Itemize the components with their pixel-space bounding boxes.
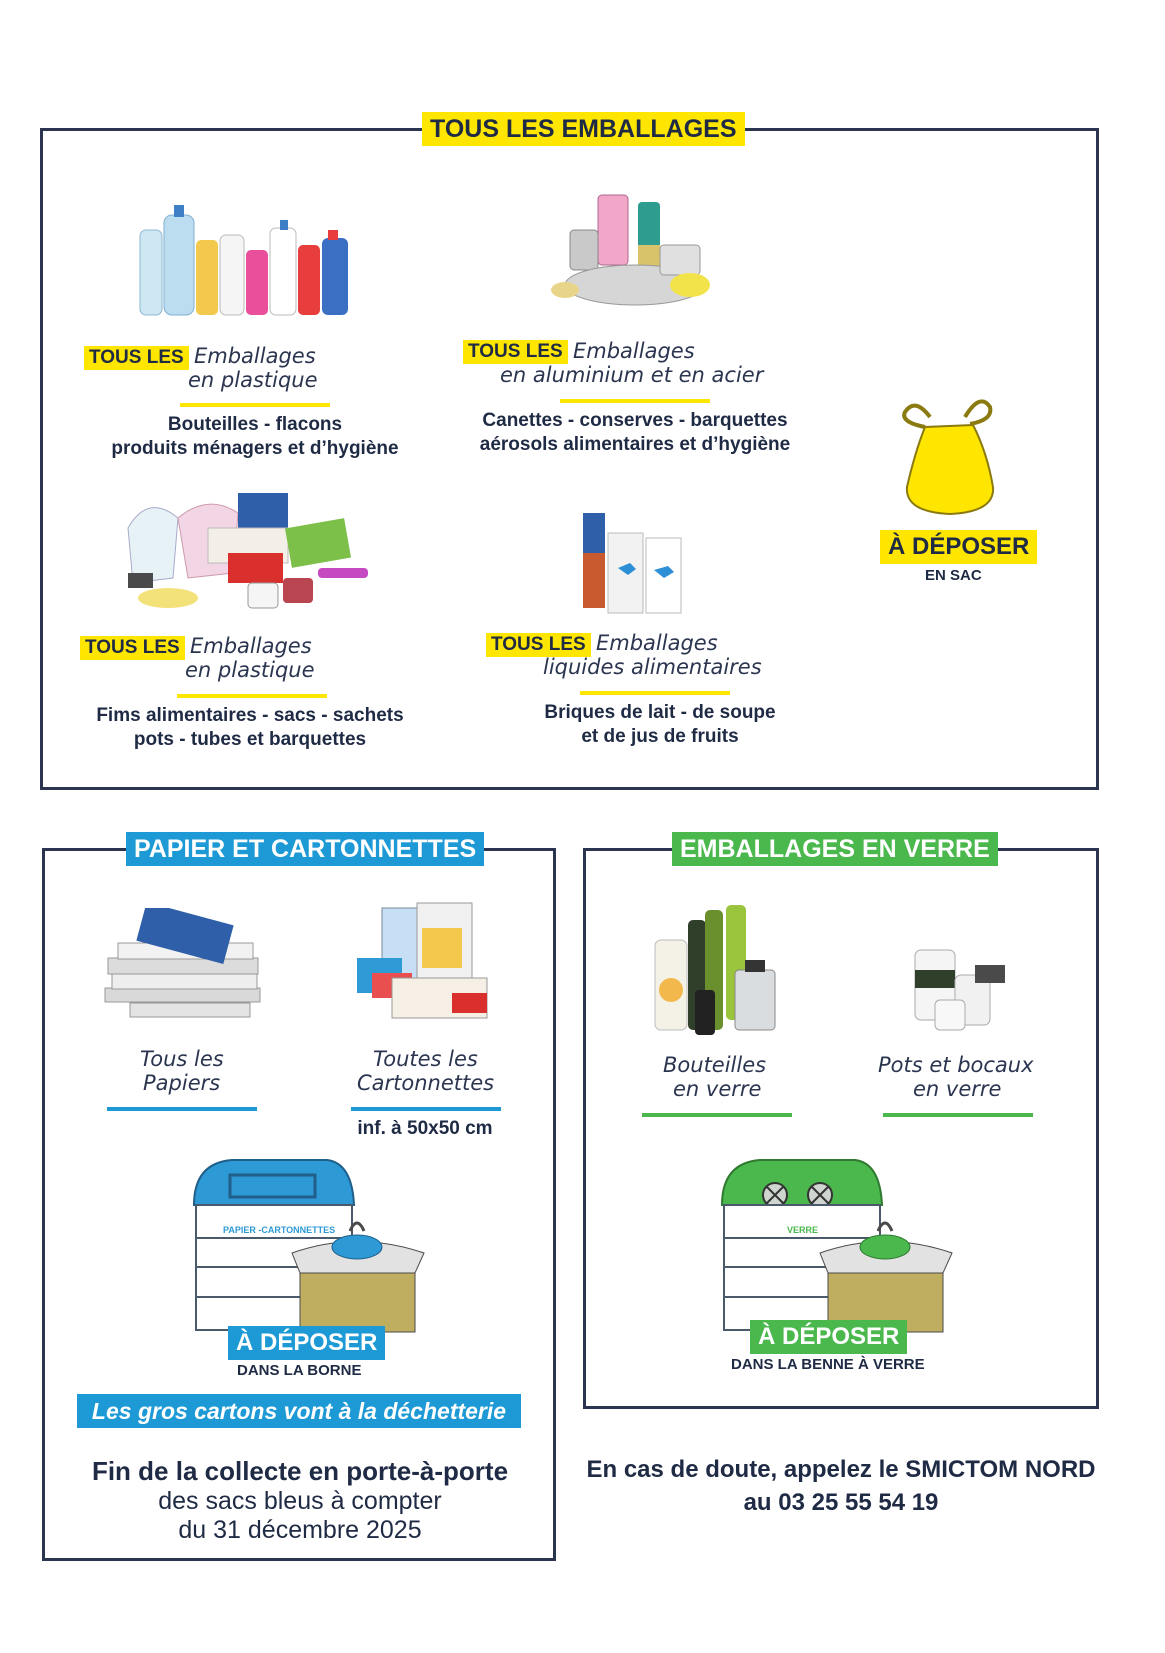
rule-liquides bbox=[580, 691, 730, 695]
label-pots-line2: en verre bbox=[913, 1077, 1002, 1101]
green-bin-icon bbox=[720, 1155, 960, 1335]
desc-plastique-1-line1: Bouteilles - flacons bbox=[167, 414, 343, 435]
desc-plastique-1-line2: produits ménagers et d’hygiène bbox=[111, 438, 399, 459]
rule-metal bbox=[560, 399, 710, 403]
label-plastique-2-line2: en plastique bbox=[185, 658, 315, 682]
drink-cartons-icon bbox=[578, 508, 688, 618]
cardboard-boxes-icon bbox=[352, 898, 497, 1028]
label-papiers-line2: Papiers bbox=[143, 1071, 221, 1095]
depose-verre-badge: À DÉPOSER bbox=[750, 1320, 907, 1354]
verre-title: EMBALLAGES EN VERRE bbox=[672, 832, 998, 866]
tag-plastique-2: TOUS LES bbox=[80, 636, 185, 660]
label-bouteilles-line2: en verre bbox=[673, 1077, 762, 1101]
label-plastique-1-line2: en plastique bbox=[188, 368, 318, 392]
rule-pots bbox=[883, 1113, 1033, 1117]
rule-papiers bbox=[107, 1107, 257, 1111]
rule-bouteilles bbox=[642, 1113, 792, 1117]
label-papiers-line1: Tous les bbox=[140, 1047, 224, 1071]
label-plastique-2-line1: Emballages bbox=[190, 634, 312, 658]
depose-sac-sub: EN SAC bbox=[925, 567, 982, 584]
label-cartonnettes-line1: Toutes les bbox=[373, 1047, 478, 1071]
label-cartonnettes-line2: Cartonnettes bbox=[357, 1071, 495, 1095]
label-bouteilles-line1: Bouteilles bbox=[663, 1053, 767, 1077]
desc-metal-line1: Canettes - conserves - barquettes bbox=[482, 410, 788, 431]
green-bin-label: VERRE bbox=[787, 1225, 819, 1235]
depose-borne-sub: DANS LA BORNE bbox=[237, 1362, 362, 1379]
label-metal-line1: Emballages bbox=[573, 339, 695, 363]
label-plastique-1-line1: Emballages bbox=[194, 344, 316, 368]
depose-borne-badge: À DÉPOSER bbox=[228, 1326, 385, 1360]
glass-jars-icon bbox=[905, 940, 1015, 1035]
rule-plastique-1 bbox=[180, 403, 330, 407]
rule-cartonnettes bbox=[351, 1107, 501, 1111]
fin-collecte-line3: du 31 décembre 2025 bbox=[178, 1516, 422, 1544]
tag-plastique-1: TOUS LES bbox=[84, 346, 189, 370]
fin-collecte-line2: des sacs bleus à compter bbox=[158, 1487, 442, 1515]
contact-line2: au 03 25 55 54 19 bbox=[743, 1489, 939, 1516]
rule-plastique-2 bbox=[177, 694, 327, 698]
papier-title: PAPIER ET CARTONNETTES bbox=[126, 832, 484, 866]
depose-verre-sub: DANS LA BENNE À VERRE bbox=[731, 1356, 925, 1373]
tag-metal: TOUS LES bbox=[463, 340, 568, 364]
label-liquides-line2: liquides alimentaires bbox=[543, 655, 762, 679]
fin-collecte-title: Fin de la collecte en porte-à-porte bbox=[91, 1456, 509, 1486]
desc-plastique-2-line1: Fims alimentaires - sacs - sachets bbox=[96, 705, 404, 726]
depose-sac-badge: À DÉPOSER bbox=[880, 530, 1037, 564]
plastic-bottles-icon bbox=[130, 200, 360, 325]
label-metal-line2: en aluminium et en acier bbox=[500, 363, 764, 387]
contact-line1: En cas de doute, appelez le SMICTOM NORD bbox=[586, 1456, 1096, 1483]
yellow-bag-icon bbox=[895, 392, 1005, 522]
newspapers-icon bbox=[100, 908, 265, 1023]
plastic-films-icon bbox=[118, 488, 368, 618]
glass-bottles-icon bbox=[650, 900, 785, 1040]
label-pots-line1: Pots et bocaux bbox=[878, 1053, 1034, 1077]
desc-liquides-line1: Briques de lait - de soupe bbox=[544, 702, 776, 723]
tag-liquides: TOUS LES bbox=[486, 633, 591, 657]
blue-bin-icon bbox=[192, 1155, 432, 1335]
desc-metal-line2: aérosols alimentaires et d’hygiène bbox=[479, 434, 791, 455]
metal-cans-icon bbox=[550, 190, 720, 315]
blue-bin-label: PAPIER -CARTONNETTES bbox=[223, 1225, 336, 1235]
desc-plastique-2-line2: pots - tubes et barquettes bbox=[133, 729, 367, 750]
label-liquides-line1: Emballages bbox=[596, 631, 718, 655]
cartonnettes-size: inf. à 50x50 cm bbox=[357, 1118, 493, 1139]
emballages-title: TOUS LES EMBALLAGES bbox=[422, 112, 745, 146]
gros-cartons-banner: Les gros cartons vont à la déchetterie bbox=[77, 1394, 521, 1428]
desc-liquides-line2: et de jus de fruits bbox=[581, 726, 739, 747]
